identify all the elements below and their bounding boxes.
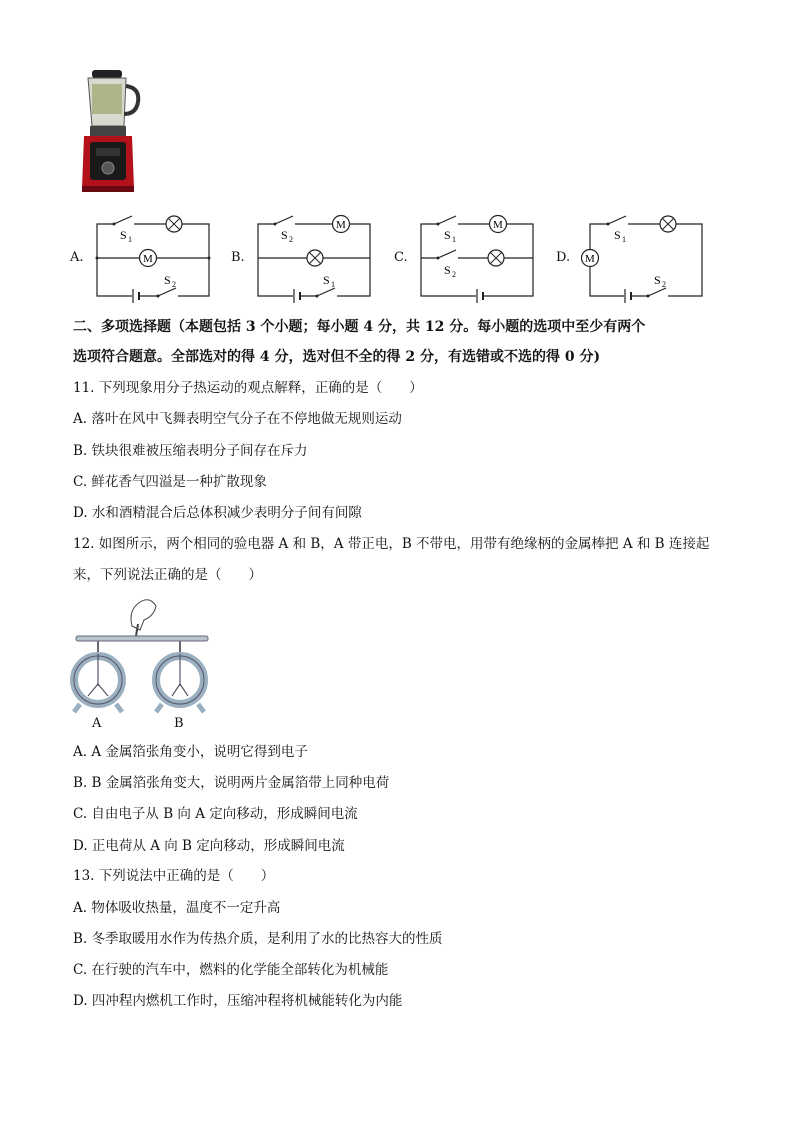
svg-text:2: 2 xyxy=(172,280,176,289)
circuit-a-label: A. xyxy=(70,250,84,265)
circuit-c-label: C. xyxy=(394,250,408,265)
section-heading-line2: 选项符合题意。全部选对的得 4 分，选对但不全的得 2 分，有选错或不选的得 0 分) xyxy=(73,349,601,365)
circuit-option-c xyxy=(394,208,544,304)
question-13-option-c: C. 在行驶的汽车中，燃料的化学能全部转化为机械能 xyxy=(73,962,389,978)
switch-s2-label: S xyxy=(164,273,171,287)
svg-text:1: 1 xyxy=(622,235,626,244)
motor-label: M xyxy=(336,219,346,231)
circuit-option-a xyxy=(70,208,220,304)
switch-s1-label: S xyxy=(614,228,621,242)
question-12-option-d: D. 正电荷从 A 向 B 定向移动，形成瞬间电流 xyxy=(73,838,345,854)
question-11-option-b: B. 铁块很难被压缩表明分子间存在斥力 xyxy=(73,443,308,459)
svg-text:1: 1 xyxy=(331,280,335,289)
question-12-option-a: A. A 金属箔张角变小，说明它得到电子 xyxy=(73,744,308,760)
question-11-option-c: C. 鲜花香气四溢是一种扩散现象 xyxy=(73,474,267,490)
question-12-stem-line2: 来，下列说法正确的是（ ） xyxy=(73,567,262,583)
switch-s1-label: S xyxy=(120,228,127,242)
section-heading-line1: 二、多项选择题（本题包括 3 个小题；每小题 4 分，共 12 分。每小题的选项中至少有两个 xyxy=(73,319,646,335)
switch-s1-label: S xyxy=(323,273,330,287)
svg-text:2: 2 xyxy=(289,235,293,244)
circuit-d-label: D. xyxy=(556,250,571,265)
question-13-option-b: B. 冬季取暖用水作为传热介质，是利用了水的比热容大的性质 xyxy=(73,931,443,947)
motor-label: M xyxy=(143,253,153,265)
svg-text:2: 2 xyxy=(662,280,666,289)
circuit-option-d xyxy=(556,208,706,304)
motor-label: M xyxy=(585,253,595,265)
question-13-option-d: D. 四冲程内燃机工作时，压缩冲程将机械能转化为内能 xyxy=(73,993,403,1009)
question-13-stem: 13. 下列说法中正确的是（ ） xyxy=(73,868,275,884)
svg-text:1: 1 xyxy=(128,235,132,244)
electroscope-b-label: B xyxy=(174,716,184,731)
question-11-option-a: A. 落叶在风中飞舞表明空气分子在不停地做无规则运动 xyxy=(73,411,402,427)
question-12-option-c: C. 自由电子从 B 向 A 定向移动，形成瞬间电流 xyxy=(73,806,358,822)
blender-image xyxy=(78,68,142,194)
question-13-option-a: A. 物体吸收热量，温度不一定升高 xyxy=(73,900,281,916)
switch-s2-label: S xyxy=(281,228,288,242)
svg-text:2: 2 xyxy=(452,270,456,279)
switch-s2-label: S xyxy=(444,263,451,277)
motor-label: M xyxy=(493,219,503,231)
switch-s2-label: S xyxy=(654,273,661,287)
question-11-option-d: D. 水和酒精混合后总体积减少表明分子间有间隙 xyxy=(73,505,362,521)
circuit-b-label: B. xyxy=(231,250,245,265)
question-11-stem: 11. 下列现象用分子热运动的观点解释，正确的是（ ） xyxy=(73,380,423,396)
switch-s1-label: S xyxy=(444,228,451,242)
question-12-option-b: B. B 金属箔张角变大，说明两片金属箔带上同种电荷 xyxy=(73,775,390,791)
circuit-option-b xyxy=(231,208,381,304)
electroscope-a-label: A xyxy=(92,716,102,731)
electroscope-figure xyxy=(70,596,215,736)
question-12-stem-line1: 12. 如图所示，两个相同的验电器 A 和 B，A 带正电，B 不带电，用带有绝缘柄的金属棒把 A 和 B 连接起 xyxy=(73,536,710,552)
svg-text:1: 1 xyxy=(452,235,456,244)
